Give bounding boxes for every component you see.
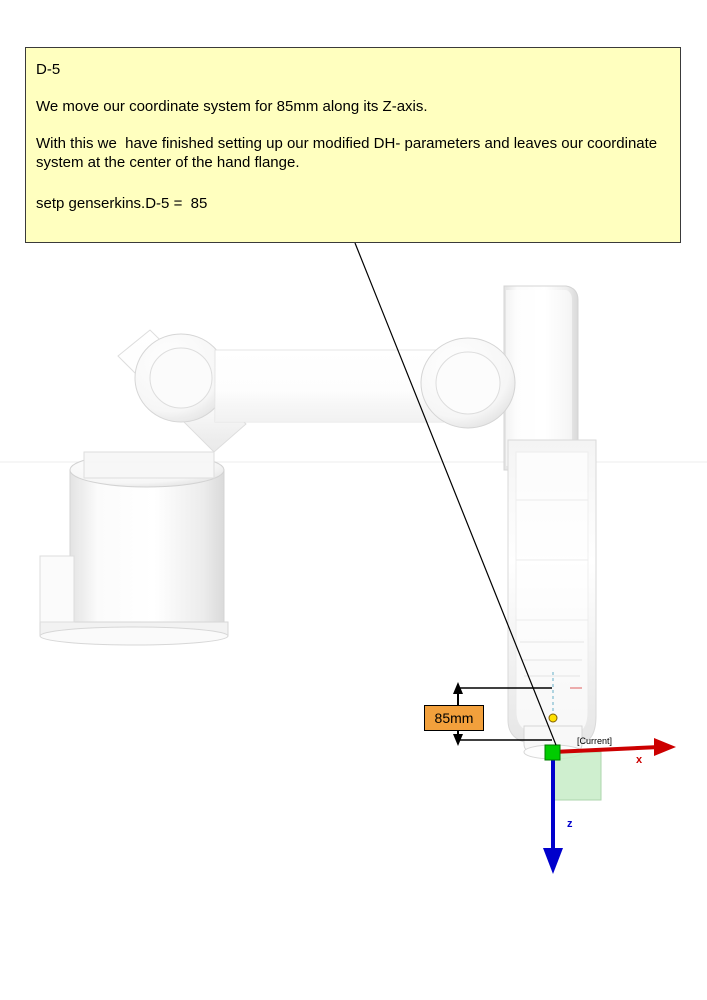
note-command: setp genserkins.D-5 = 85 [36, 195, 208, 212]
annotation-note-box [25, 47, 681, 243]
note-title: D-5 [36, 61, 61, 78]
dimension-label: 85mm [424, 705, 484, 731]
note-paragraph-1: We move our coordinate system for 85mm along its Z-axis. [36, 98, 428, 115]
z-axis-label: z [567, 818, 573, 830]
x-axis-label: x [636, 754, 643, 766]
current-frame-label: [Current] [577, 736, 613, 746]
note-paragraph-2: With this we have finished setting up our modified DH- parameters and leaves our coordinate system at the center of the hand flange. [36, 135, 662, 171]
